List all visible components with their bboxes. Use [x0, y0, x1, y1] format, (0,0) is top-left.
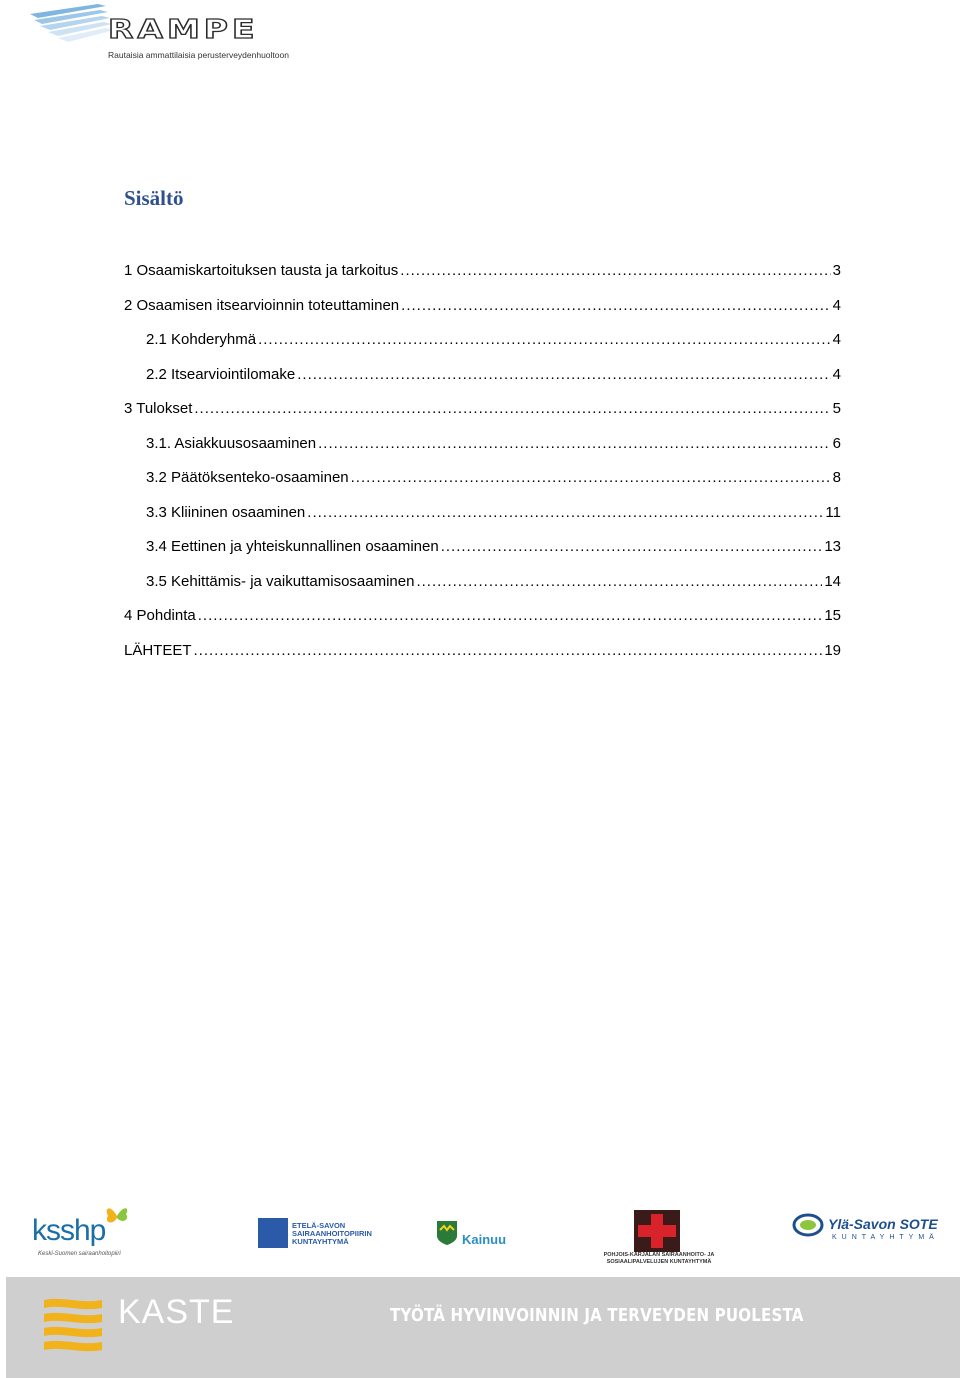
toc-entry[interactable] — [124, 603, 841, 638]
toc-entry-title: 3.4 Eettinen ja yhteiskunnallinen osaaminen — [146, 538, 439, 555]
toc-leader-dots — [401, 293, 831, 319]
toc-leader-dots — [400, 258, 830, 284]
rampe-swoosh-icon — [28, 2, 118, 62]
toc-entry-page: 8 — [832, 469, 841, 486]
toc-entry[interactable] — [124, 500, 841, 535]
etela-savo-logo-mark — [258, 1218, 288, 1248]
yla-savon-logo-subtitle: KUNTAYHTYMÄ — [832, 1234, 939, 1241]
toc-entry-title: 1 Osaamiskartoituksen tausta ja tarkoitus — [124, 262, 399, 279]
yla-savon-logo-text: Ylä-Savon SOTE — [828, 1216, 938, 1232]
kainuu-logo-text: Kainuu — [462, 1232, 507, 1247]
yla-savon-swirl-icon — [792, 1212, 824, 1238]
toc-entry-title: 2.1 Kohderyhmä — [146, 331, 257, 348]
toc-leader-dots — [416, 569, 822, 595]
toc-entry-page: 6 — [832, 434, 841, 452]
toc-leader-dots — [194, 396, 830, 422]
toc-entry-page: 4 — [832, 331, 841, 348]
kaste-stripes-icon — [42, 1296, 104, 1352]
toc-entry-title: 4 Pohdinta — [124, 607, 196, 624]
rampe-logo — [28, 2, 289, 66]
toc-entry[interactable] — [124, 396, 841, 431]
toc-leader-dots — [351, 465, 831, 491]
toc-entry-page: 4 — [832, 365, 841, 383]
ksshp-logo: ksshp — [32, 1214, 106, 1247]
toc-entry[interactable] — [124, 465, 841, 500]
toc-leader-dots — [194, 638, 823, 664]
toc-entry-title: 3.2 Päätöksenteko-osaaminen — [146, 469, 349, 486]
toc-entry-title: 3.3 Kliininen osaaminen — [146, 503, 306, 521]
footer-slogan: TYÖTÄ HYVINVOINNIN JA TERVEYDEN PUOLESTA — [390, 1306, 804, 1326]
toc-leader-dots — [198, 603, 823, 629]
toc-entry-title: 3.5 Kehittämis- ja vaikuttamisosaaminen — [146, 572, 415, 590]
toc-entry[interactable] — [124, 293, 841, 328]
toc-entry-title: 2 Osaamisen itsearvioinnin toteuttaminen — [124, 296, 400, 314]
toc-entry[interactable] — [124, 362, 841, 397]
toc-entry[interactable] — [124, 258, 841, 293]
toc-leader-dots — [258, 327, 831, 353]
toc-entry-page: 4 — [832, 296, 841, 314]
toc-entry-page: 3 — [832, 262, 841, 279]
toc-entry-title: 3 Tulokset — [124, 400, 193, 417]
toc-leader-dots — [441, 534, 823, 560]
toc-entry-page: 19 — [824, 641, 841, 659]
toc-entry-page: 5 — [832, 400, 841, 417]
toc-leader-dots — [297, 362, 830, 388]
toc-entry-title: 2.2 Itsearviointilomake — [146, 365, 296, 383]
toc-entry[interactable] — [124, 638, 841, 673]
toc-entry-page: 13 — [824, 538, 841, 555]
pohjois-karjala-logo-text: POHJOIS-KARJALAN SAIRAANHOITO- JA SOSIAALIPALVELUJEN KUNTAYHTYMÄ — [603, 1252, 715, 1265]
kaste-wordmark: KASTE — [118, 1293, 235, 1331]
butterfly-icon — [104, 1204, 130, 1228]
rampe-wordmark: RAMPE — [108, 13, 259, 45]
toc-leader-dots — [307, 500, 823, 526]
toc-entry-title: LÄHTEET — [124, 641, 192, 659]
table-of-contents — [124, 258, 841, 672]
kainuu-crest-icon — [436, 1220, 458, 1246]
toc-entry[interactable] — [124, 431, 841, 466]
etela-savo-logo-text: ETELÄ-SAVON SAIRAANHOITOPIIRIN KUNTAYHTYMÄ — [292, 1221, 372, 1246]
toc-entry-page: 14 — [824, 572, 841, 590]
toc-entry[interactable] — [124, 569, 841, 604]
pohjois-karjala-cross-icon — [634, 1210, 680, 1252]
ksshp-subtitle: Keski-Suomen sairaanhoitopiiri — [38, 1251, 121, 1257]
toc-leader-dots — [318, 431, 831, 457]
rampe-tagline: Rautaisia ammattilaisia perusterveydenhuoltoon — [108, 50, 289, 60]
toc-title: Sisältö — [124, 186, 184, 210]
toc-entry-page: 15 — [824, 607, 841, 624]
toc-entry[interactable] — [124, 327, 841, 362]
toc-entry-page: 11 — [825, 503, 841, 521]
toc-entry-title: 3.1. Asiakkuusosaaminen — [146, 434, 317, 452]
toc-entry[interactable] — [124, 534, 841, 569]
